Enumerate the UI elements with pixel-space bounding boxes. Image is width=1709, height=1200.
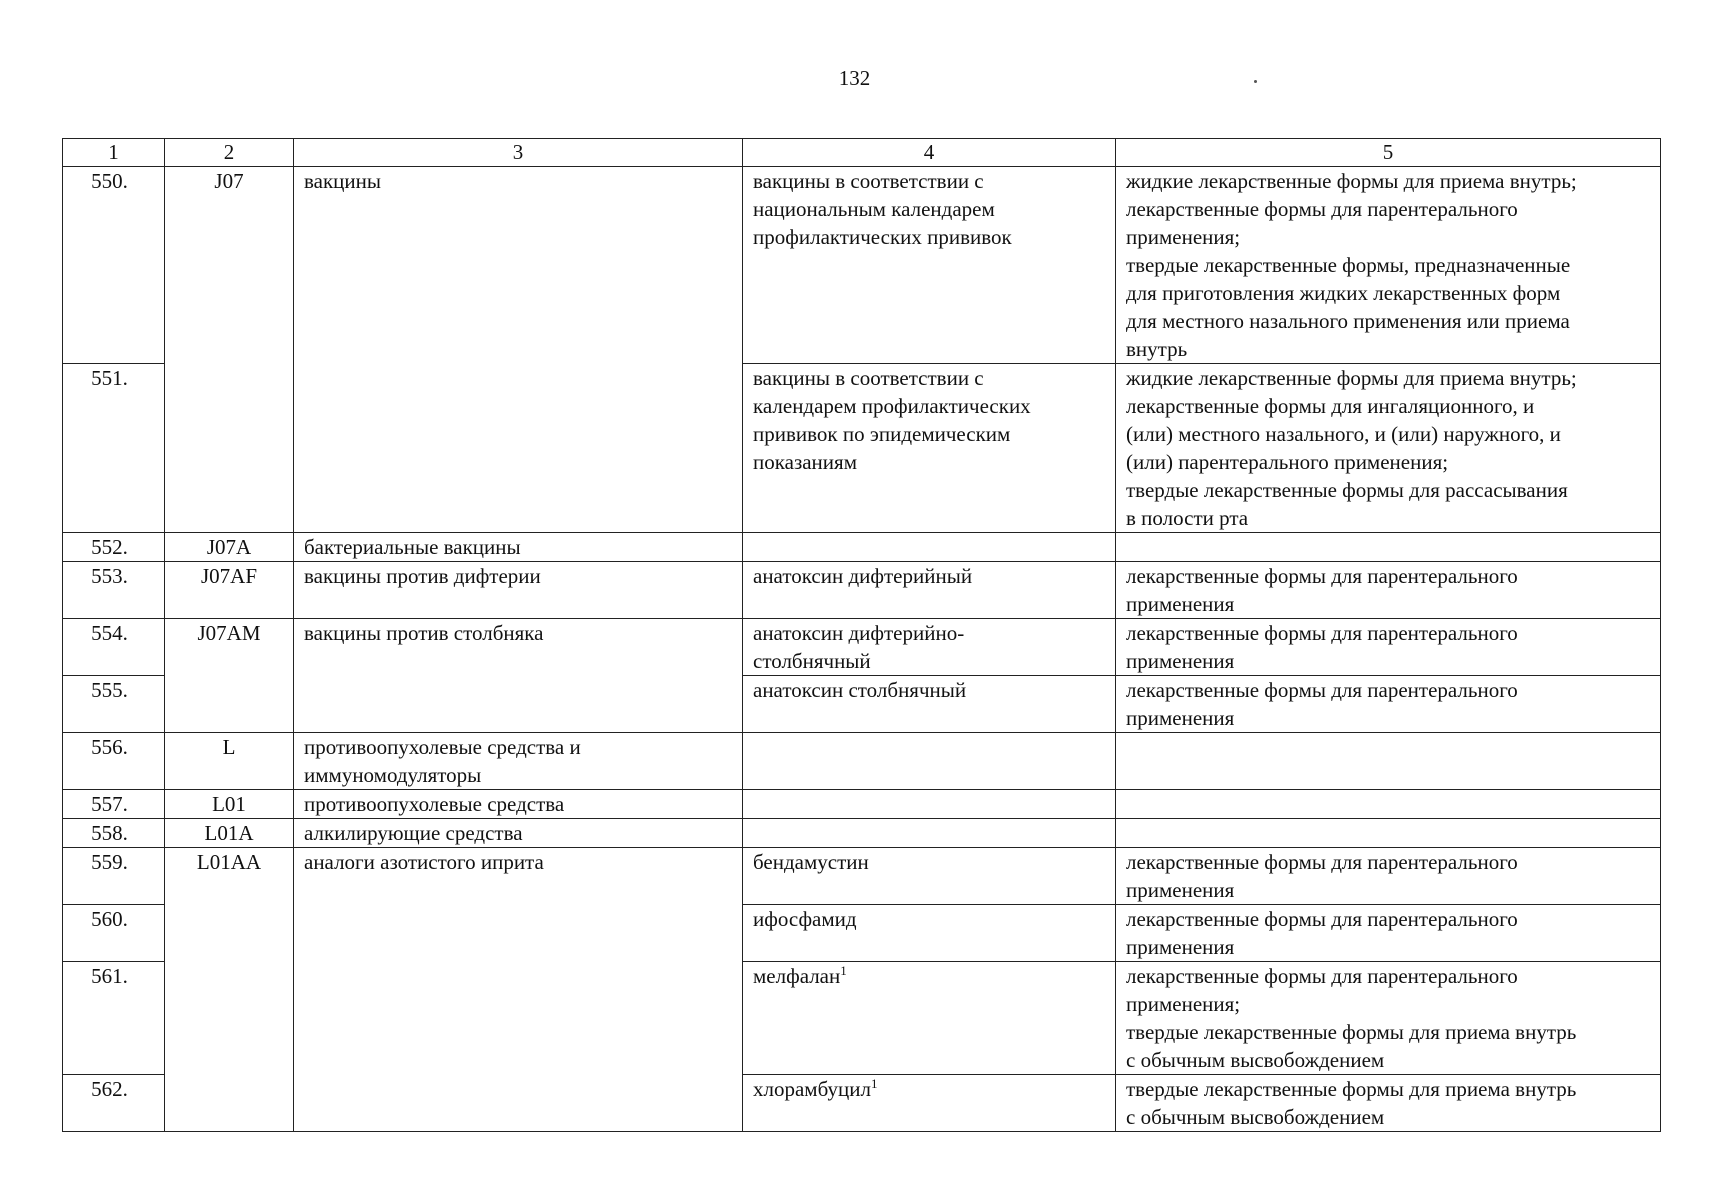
cell-line: твердые лекарственные формы, предназначенные — [1126, 253, 1571, 277]
table-row — [63, 790, 1661, 819]
dosage-forms — [1116, 1075, 1661, 1132]
dosage-forms — [1116, 790, 1661, 819]
dosage-forms — [1116, 676, 1661, 733]
cell-line — [753, 1075, 1105, 1103]
dosage-forms — [1116, 562, 1661, 619]
group-name — [294, 167, 743, 533]
cell-line: анатоксин дифтерийный — [753, 564, 973, 588]
cell-line: лекарственные формы для парентерального — [1126, 197, 1518, 221]
row-number: 550. — [63, 167, 165, 364]
cell-line: жидкие лекарственные формы для приема внутрь; — [1126, 366, 1577, 390]
cell-line: лекарственные формы для парентерального — [1126, 850, 1518, 874]
group-name — [294, 733, 743, 790]
atc-code: J07AF — [165, 562, 294, 619]
dosage-forms — [1116, 733, 1661, 790]
dosage-forms — [1116, 167, 1661, 364]
cell-line: твердые лекарственные формы для приема внутрь — [1126, 1077, 1577, 1101]
cell-line — [753, 962, 1105, 990]
atc-code: L01A — [165, 819, 294, 848]
row-number: 562. — [63, 1075, 165, 1132]
atc-code: L01AA — [165, 848, 294, 1132]
drug-name — [743, 167, 1116, 364]
cell-line: лекарственные формы для парентерального — [1126, 964, 1518, 988]
row-number: 556. — [63, 733, 165, 790]
cell-line: иммуномодуляторы — [304, 763, 482, 787]
table-row — [63, 167, 1661, 364]
cell-line: применения; — [1126, 992, 1241, 1016]
cell-line: анатоксин дифтерийно- — [753, 621, 965, 645]
cell-line: вакцины — [304, 169, 381, 193]
drug-name — [743, 533, 1116, 562]
row-number: 561. — [63, 962, 165, 1075]
cell-line: профилактических прививок — [753, 225, 1012, 249]
cell-line: вакцины в соответствии с — [753, 366, 984, 390]
cell-line: для приготовления жидких лекарственных форм — [1126, 281, 1561, 305]
dosage-forms — [1116, 962, 1661, 1075]
cell-line: прививок по эпидемическим — [753, 422, 1011, 446]
cell-line: анатоксин столбнячный — [753, 678, 967, 702]
cell-line: применения — [1126, 592, 1235, 616]
dosage-forms — [1116, 533, 1661, 562]
cell-line: лекарственные формы для ингаляционного, и — [1126, 394, 1535, 418]
group-name — [294, 619, 743, 733]
cell-line: вакцины в соответствии с — [753, 169, 984, 193]
cell-line: вакцины против столбняка — [304, 621, 544, 645]
cell-line: твердые лекарственные формы для рассасывания — [1126, 478, 1568, 502]
atc-code: J07 — [165, 167, 294, 533]
cell-line: твердые лекарственные формы для приема внутрь — [1126, 1020, 1577, 1044]
atc-code: L — [165, 733, 294, 790]
row-number: 559. — [63, 848, 165, 905]
table-header-row — [63, 139, 1661, 167]
cell-line: применения — [1126, 649, 1235, 673]
cell-line: применения — [1126, 878, 1235, 902]
row-number: 551. — [63, 364, 165, 533]
table-row — [63, 562, 1661, 619]
header-cell: 3 — [294, 139, 743, 167]
cell-line: лекарственные формы для парентерального — [1126, 678, 1518, 702]
drug-text: мелфалан — [753, 964, 841, 988]
row-number: 553. — [63, 562, 165, 619]
table-row — [63, 533, 1661, 562]
cell-line: в полости рта — [1126, 506, 1249, 530]
cell-line: (или) местного назального, и (или) наружного, и — [1126, 422, 1561, 446]
table-row — [63, 819, 1661, 848]
drug-name — [743, 905, 1116, 962]
cell-line: показаниям — [753, 450, 857, 474]
cell-line: столбнячный — [753, 649, 871, 673]
dosage-forms — [1116, 364, 1661, 533]
cell-line: с обычным высвобождением — [1126, 1048, 1385, 1072]
drug-name — [743, 733, 1116, 790]
page-number: 132 — [838, 66, 871, 90]
header-cell: 2 — [165, 139, 294, 167]
row-number: 552. — [63, 533, 165, 562]
row-number: 560. — [63, 905, 165, 962]
cell-line: внутрь — [1126, 337, 1188, 361]
cell-line: применения — [1126, 935, 1235, 959]
drug-name — [743, 364, 1116, 533]
cell-line: с обычным высвобождением — [1126, 1105, 1385, 1129]
cell-line: применения — [1126, 706, 1235, 730]
cell-line: аналоги азотистого иприта — [304, 850, 544, 874]
header-cell: 5 — [1116, 139, 1661, 167]
cell-line: ифосфамид — [753, 907, 857, 931]
group-name — [294, 790, 743, 819]
cell-line: противоопухолевые средства и — [304, 735, 581, 759]
cell-line: применения; — [1126, 225, 1241, 249]
drug-text: хлорамбуцил — [753, 1077, 871, 1101]
drug-name — [743, 619, 1116, 676]
dosage-forms — [1116, 619, 1661, 676]
drug-name — [743, 962, 1116, 1075]
row-number: 555. — [63, 676, 165, 733]
header-cell: 4 — [743, 139, 1116, 167]
cell-line: календарем профилактических — [753, 394, 1031, 418]
atc-code: J07AM — [165, 619, 294, 733]
header-cell: 1 — [63, 139, 165, 167]
atc-code: J07A — [165, 533, 294, 562]
dosage-forms — [1116, 905, 1661, 962]
group-name — [294, 562, 743, 619]
group-name — [294, 533, 743, 562]
dosage-forms — [1116, 819, 1661, 848]
drug-name — [743, 1075, 1116, 1132]
row-number: 554. — [63, 619, 165, 676]
footnote-mark: 1 — [840, 963, 847, 978]
drug-table — [62, 138, 1661, 1132]
cell-line: противоопухолевые средства — [304, 792, 565, 816]
drug-name — [743, 790, 1116, 819]
cell-line: для местного назального применения или приема — [1126, 309, 1570, 333]
cell-line: (или) парентерального применения; — [1126, 450, 1449, 474]
cell-line: национальным календарем — [753, 197, 995, 221]
cell-line: вакцины против дифтерии — [304, 564, 541, 588]
scan-speck — [1254, 80, 1257, 83]
cell-line: лекарственные формы для парентерального — [1126, 621, 1518, 645]
table-row — [63, 733, 1661, 790]
row-number: 557. — [63, 790, 165, 819]
table-row — [63, 848, 1661, 905]
drug-name — [743, 848, 1116, 905]
drug-name — [743, 676, 1116, 733]
cell-line: лекарственные формы для парентерального — [1126, 564, 1518, 588]
table-row — [63, 619, 1661, 676]
dosage-forms — [1116, 848, 1661, 905]
cell-line: бактериальные вакцины — [304, 535, 521, 559]
cell-line: жидкие лекарственные формы для приема внутрь; — [1126, 169, 1577, 193]
cell-line: бендамустин — [753, 850, 869, 874]
group-name — [294, 819, 743, 848]
cell-line: лекарственные формы для парентерального — [1126, 907, 1518, 931]
row-number: 558. — [63, 819, 165, 848]
footnote-mark: 1 — [870, 1076, 878, 1091]
group-name — [294, 848, 743, 1132]
drug-name — [743, 819, 1116, 848]
drug-name — [743, 562, 1116, 619]
cell-line: алкилирующие средства — [304, 821, 523, 845]
atc-code: L01 — [165, 790, 294, 819]
